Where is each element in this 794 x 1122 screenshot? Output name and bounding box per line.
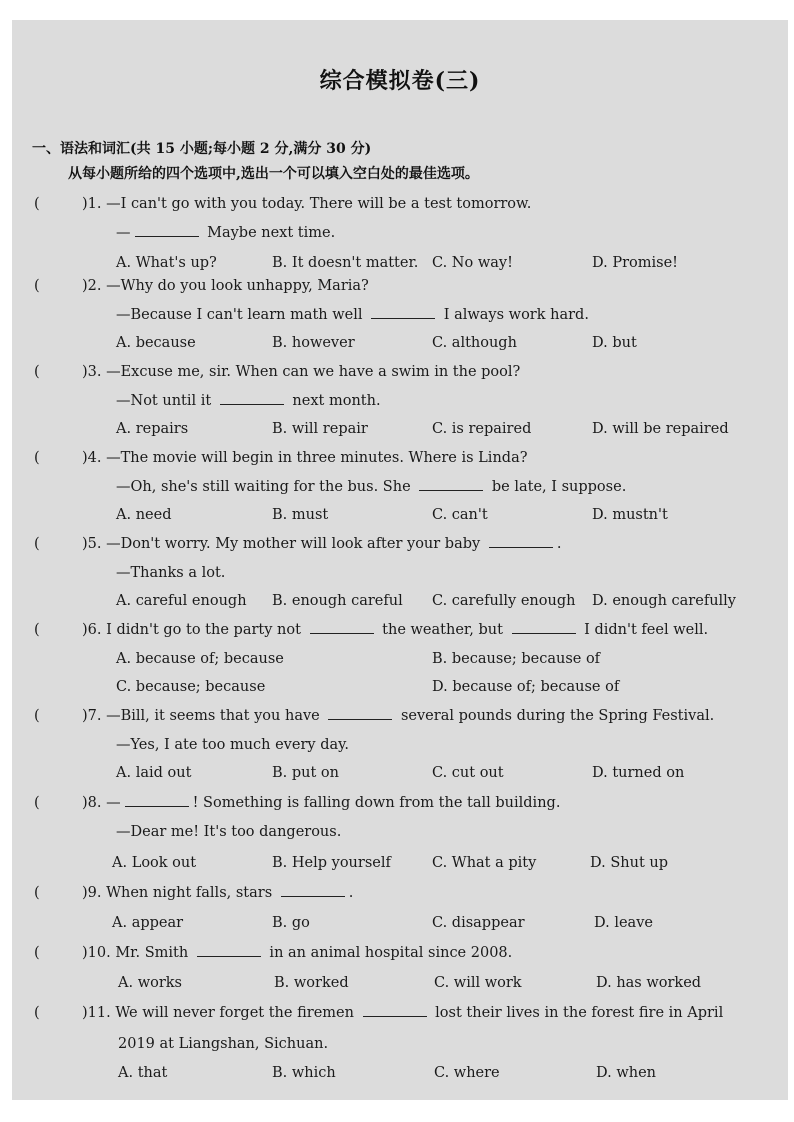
question-stem: )3. —Excuse me, sir. When can we have a swim in the pool?	[82, 364, 521, 380]
option-c: C. can't	[432, 507, 488, 523]
exam-page	[12, 20, 788, 1100]
option-b: B. however	[272, 335, 355, 351]
answer-paren: (	[34, 196, 40, 212]
option-c: C. What a pity	[432, 855, 537, 871]
option-a: A. works	[118, 975, 182, 991]
question-line2: —Yes, I ate too much every day.	[116, 737, 349, 753]
option-d: D. because of; because of	[432, 679, 620, 695]
page-title: 综合模拟卷(三)	[319, 68, 481, 94]
question-line2: 2019 at Liangshan, Sichuan.	[118, 1036, 329, 1052]
option-c: C. although	[432, 335, 517, 351]
question-stem: )6. I didn't go to the party not the weather, but I didn't feel well.	[82, 622, 709, 638]
option-b: B. put on	[272, 765, 339, 781]
question-line2: —Dear me! It's too dangerous.	[116, 824, 342, 840]
option-a: A. appear	[112, 915, 184, 931]
question-stem: )4. —The movie will begin in three minutes. Where is Linda?	[82, 450, 528, 466]
answer-blank	[489, 546, 553, 548]
answer-blank	[281, 895, 345, 897]
option-d: D. mustn't	[592, 507, 668, 523]
option-b: B. It doesn't matter.	[272, 255, 419, 271]
answer-blank	[220, 403, 284, 405]
option-d: D. Shut up	[590, 855, 668, 871]
answer-paren: (	[34, 795, 40, 811]
answer-paren: (	[34, 885, 40, 901]
option-a: A. because of; because	[116, 651, 284, 667]
answer-paren: (	[34, 364, 40, 380]
question-stem: )10. Mr. Smith in an animal hospital since 2008.	[82, 945, 513, 961]
option-b: B. will repair	[272, 421, 368, 437]
section-heading: 一、语法和词汇(共 15 小题;每小题 2 分,满分 30 分)	[32, 141, 372, 157]
option-d: D. enough carefully	[592, 593, 736, 609]
answer-blank	[419, 489, 483, 491]
answer-paren: (	[34, 450, 40, 466]
answer-blank	[135, 235, 199, 237]
option-b: B. worked	[274, 975, 349, 991]
option-c: C. cut out	[432, 765, 504, 781]
option-b: B. because; because of	[432, 651, 601, 667]
answer-blank	[363, 1015, 427, 1017]
question-line2: — Maybe next time.	[116, 225, 336, 241]
question-line2: —Not until it next month.	[116, 393, 381, 409]
option-c: C. where	[434, 1065, 500, 1081]
option-c: C. No way!	[432, 255, 513, 271]
option-d: D. when	[596, 1065, 656, 1081]
answer-paren: (	[34, 622, 40, 638]
option-c: C. disappear	[432, 915, 525, 931]
question-line2: —Because I can't learn math well I always work hard.	[116, 307, 589, 323]
option-d: D. will be repaired	[592, 421, 729, 437]
answer-blank	[328, 718, 392, 720]
option-a: A. repairs	[116, 421, 189, 437]
option-a: A. need	[116, 507, 172, 523]
option-c: C. because; because	[116, 679, 266, 695]
option-a: A. Look out	[112, 855, 197, 871]
answer-blank	[125, 805, 189, 807]
answer-paren: (	[34, 945, 40, 961]
question-stem: )11. We will never forget the firemen lost their lives in the forest fire in April	[82, 1005, 724, 1021]
question-stem: )2. —Why do you look unhappy, Maria?	[82, 278, 369, 294]
question-line2: —Thanks a lot.	[116, 565, 226, 581]
question-line2: —Oh, she's still waiting for the bus. She be late, I suppose.	[116, 479, 627, 495]
option-d: D. leave	[594, 915, 653, 931]
option-c: C. is repaired	[432, 421, 532, 437]
option-a: A. because	[116, 335, 196, 351]
answer-blank	[371, 317, 435, 319]
option-a: A. that	[118, 1065, 168, 1081]
option-d: D. has worked	[596, 975, 702, 991]
question-stem: )7. —Bill, it seems that you have several pounds during the Spring Festival.	[82, 708, 715, 724]
option-b: B. enough careful	[272, 593, 403, 609]
option-a: A. careful enough	[116, 593, 247, 609]
option-d: D. but	[592, 335, 637, 351]
answer-blank	[512, 632, 576, 634]
question-stem: )8. — ! Something is falling down from the tall building.	[82, 795, 561, 811]
option-a: A. What's up?	[116, 255, 217, 271]
question-stem: )1. —I can't go with you today. There will be a test tomorrow.	[82, 196, 532, 212]
question-stem: )5. —Don't worry. My mother will look after your baby .	[82, 536, 562, 552]
option-c: C. carefully enough	[432, 593, 576, 609]
question-stem: )9. When night falls, stars .	[82, 885, 354, 901]
answer-paren: (	[34, 536, 40, 552]
answer-blank	[197, 955, 261, 957]
option-d: D. Promise!	[592, 255, 678, 271]
option-b: B. which	[272, 1065, 336, 1081]
answer-paren: (	[34, 708, 40, 724]
option-a: A. laid out	[116, 765, 192, 781]
option-d: D. turned on	[592, 765, 685, 781]
answer-paren: (	[34, 278, 40, 294]
answer-paren: (	[34, 1005, 40, 1021]
answer-blank	[310, 632, 374, 634]
option-b: B. Help yourself	[272, 855, 391, 871]
option-b: B. must	[272, 507, 329, 523]
section-instruction: 从每小题所给的四个选项中,选出一个可以填入空白处的最佳选项。	[68, 166, 479, 182]
option-c: C. will work	[434, 975, 522, 991]
option-b: B. go	[272, 915, 310, 931]
